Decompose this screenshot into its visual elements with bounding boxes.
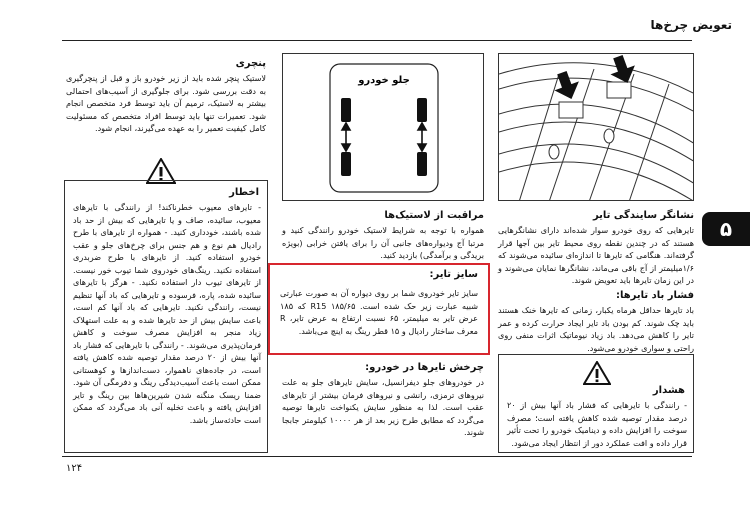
tread-wear-indicator-icon [499, 54, 694, 201]
tire-size-text: سایز تایر خودروی شما بر روی دیواره آن به صورت عبارتی شبیه عبارت زیر حک شده است. R15 ۱۸۵/۶۵ که ۱۸۵ عرض تایر به میلیمتر، ۶۵ نسبت ارتفاع به عرض تایر، R معرف ساختار رادیال و ۱۵ قطر رینگ به اینچ می‌باشد. [280, 288, 478, 336]
warning-text: - تایرهای معیوب خطرناکند! از رانندگی با تایرهای معیوب، سائیده، صاف و یا تایرهایی که بیش از حد باد شده باشند، خودداری کنید. - همواره از تایرهای با طرح رادیال هم نوع و هم جنس برای چرخ‌های جلو و عقب خودرو استفاده کنید. از تایرهای با طرح ضربدری استفاده نکنید. رینگ‌های خودروی شما تیوب خور نیست. از تایرهای تیوب دار استفاده نکنید. - هرگز با تایرهای سائیده شده، پاره، فرسوده و تایرهایی که باد آنها تنظیم نیست، رانندگی نکنید. تایرهایی که باد آنها کم است، باعث سایش بیش از حد تایرها شده و به علت استهلاک زیاد منجر به افزایش مصرف سوخت و کاهش فرمان‌پذیری می‌شوند. - رانندگی با تایرهایی که فشار باد آنها بیش از ۲۰ درصد مقدار توصیه شده کاهش یافته است، در جاده‌های ناهموار، دست‌اندازها و کوهستانی ممکن است باعث آسیب‌دیدگی رینگ و دفرمگی آن شود. ضمنا ریسک منگنه شدن شیرین‌هاها بین رینگ و تایر افزایش یافته و باعث تخلیه آنی باد می‌گردد که ممکن است حادثه‌ساز باشد. [73, 202, 261, 425]
tire-care-text: همواره با توجه به شرایط لاستیک خودرو رانندگی کنید و مرتبا آج ودیواره‌های جانبی آن را برای یافتن خرابی (بویژه بریدگی و برآمدگی) بازدید کنید. [282, 225, 484, 260]
tire-size-heading: سایز تایر: [429, 269, 478, 280]
tire-size-highlight-box [268, 263, 490, 355]
front-of-car-label: جلو خودرو [358, 75, 410, 86]
caution-box [498, 354, 694, 453]
tire-rotation-heading: چرخش تایرها در خودرو: [365, 362, 484, 373]
car-tire-rotation-icon [283, 54, 485, 202]
header-divider [62, 40, 692, 41]
caution-text: - رانندگی با تایرهایی که فشار باد آنها بیش از ۲۰ درصد مقدار توصیه شده کاهش یافته است؛ مصرف سوخت را افزایش داده و دینامیک خودرو را تحت تأثیر قرار داده و افت عملکرد دور از انتظار ایجاد می‌شود. [507, 400, 687, 448]
caution-heading: هشدار [652, 385, 685, 396]
warning-heading: اخطار [229, 187, 259, 198]
page-number: ۱۲۴ [66, 463, 83, 474]
tread-wear-figure [498, 53, 694, 201]
tread-indicator-text: تایرهایی که روی خودرو سوار شده‌اند دارای نشانگرهایی هستند که در چندین نقطه روی محیط تایر بین آجها قرار گرفته‌اند. هنگامی که تایرها تا اندازه‌ای سائیده می‌شوند که ۱/۶میلیمتر از آج باقی می‌ماند، نشانگرها نمایان می‌شوند و در این زمان تایرها باید تعویض شوند. [498, 225, 694, 285]
chapter-tab: ۵ [702, 212, 750, 246]
puncture-text: لاستیک پنچر شده باید از زیر خودرو باز و قبل از پنچرگیری به دقت بررسی شود. برای جلوگیری از آسیب‌های احتمالی بیشتر به لاستیک، ترمیم آن باید توسط فرد متخصص انجام شود. تعمیرات تنها باید توسط افراد متخصص که مسئولیت کامل کیفیت تعمیر را به عهده می‌گیرند، انجام شود. [66, 73, 266, 133]
puncture-heading: پنچری [235, 58, 266, 69]
tire-rotation-text: در خودروهای جلو دیفرانسیل، سایش تایرهای جلو به علت نیروهای ترمزی، رانشی و نیروهای فرمان بیشتر از تایرهای عقب است. لذا به منظور سایش یکنواخت تایرها توصیه می‌گردد که مطابق طرح زیر بعد از هر ۱۰۰۰۰ کیلومتر جابجا شوند. [282, 377, 484, 437]
warning-box [64, 180, 268, 453]
tire-care-heading: مراقبت از لاستیک‌ها [384, 210, 484, 221]
tire-pressure-text: باد تایرها حداقل هرماه یکبار، زمانی که تایرها خنک هستند باید چک شوند. کم بودن باد تایر ایجاد حرارت کرده و عمر تایر را کاهش می‌دهد. باد زیاد نیوماتیک اثرات منفی روی راحتی و سواری خودرو می‌شود. [498, 305, 694, 353]
footer-divider [62, 456, 692, 457]
tread-indicator-heading: نشانگر سایندگی تایر [592, 210, 694, 221]
warning-triangle-icon [583, 361, 611, 385]
page-title: تعویض چرخ‌ها [650, 18, 732, 32]
tire-rotation-diagram [282, 53, 484, 201]
tire-pressure-heading: فشار باد تایرها: [615, 290, 694, 301]
